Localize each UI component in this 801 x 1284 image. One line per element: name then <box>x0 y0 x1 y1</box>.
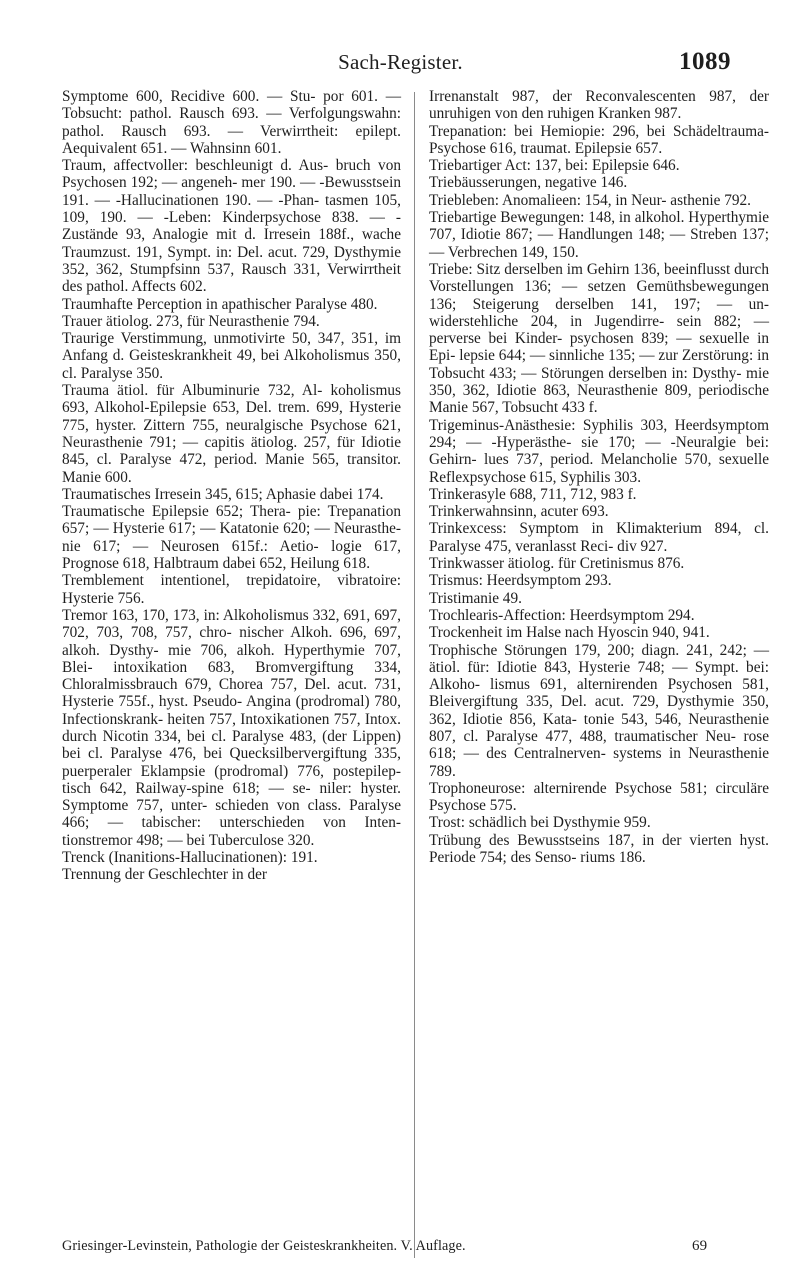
index-entry: Trennung der Geschlechter in der <box>62 866 268 884</box>
index-entry: Triebe: Sitz derselben im Gehirn 136, beeinflusst durch Vorstellungen 136; — setzen Gemüthsbewegungen 136; Steigerung derselben 141, 197; — un- widerstehliche 204, in Jugendirre- sein 882; — perverse bei Kinder- psychosen 839; — sexuelle in Epi- lepsie 644; — sinnliche 135; — zur Zerstörung: in Tobsucht 433; — Störungen derselben in: Dysthy- mie 350, 362, Idiotie 863, Neurasthenie 809, periodische Manie 567, Tobsucht 433 f. <box>429 260 769 417</box>
index-entry: Trinkwasser ätiolog. für Cretinismus 876. <box>429 555 685 573</box>
index-entry: Trenck (Inanitions-Hallucinationen): 191. <box>62 849 318 867</box>
index-entry: Trinkexcess: Symptom in Klimakterium 894, cl. Paralyse 475, veranlasst Reci- div 927. <box>429 520 769 555</box>
index-entry: Trinkerasyle 688, 711, 712, 983 f. <box>429 485 637 503</box>
index-entry: Trochlearis-Affection: Heerdsymptom 294. <box>429 606 695 624</box>
index-entry: Traumatisches Irresein 345, 615; Aphasie dabei 174. <box>62 485 384 503</box>
index-entry: Trost: schädlich bei Dysthymie 959. <box>429 814 651 832</box>
page-number: 1089 <box>679 48 731 75</box>
index-entry: Traum, affectvoller: beschleunigt d. Aus- bruch von Psychosen 192; — angeneh- mer 190. — -Bewusstsein 191. — -Hallucinationen 190. — -Phan- tasmen 105, 109, 190. — -Leben: Kinderpsychose 838. — -Zustände 93, Analogie mit d. Irresein 188f., wache Traumzust. 191, Sympt. in: Del. acut. 729, Dysthymie 352, 362, Stumpfsinn 537, Rausch 331, Verwirrtheit des pathol. Affects 602. <box>62 157 401 296</box>
index-entry: Traumhafte Perception in apathischer Paralyse 480. <box>62 295 378 313</box>
column-divider <box>414 92 415 1258</box>
right-column <box>429 88 769 866</box>
index-entry: Trophoneurose: alternirende Psychose 581; circuläre Psychose 575. <box>429 779 769 815</box>
index-entry: Trepanation: bei Hemiopie: 296, bei Schädeltrauma-Psychose 616, traumat. Epilepsie 657. <box>429 122 769 157</box>
index-entry: Trockenheit im Halse nach Hyoscin 940, 941. <box>429 624 710 642</box>
index-entry: Triebäusserungen, negative 146. <box>429 174 628 192</box>
running-title: Sach-Register. <box>338 50 463 74</box>
page-header <box>0 48 801 78</box>
index-entry: Irrenanstalt 987, der Reconvalescenten 987, der unruhigen von den ruhigen Kranken 987. <box>429 88 769 123</box>
footer-citation: Griesinger-Levinstein, Pathologie der Geisteskrankheiten. V. Auflage. <box>62 1238 466 1254</box>
signature-mark: 69 <box>692 1238 708 1254</box>
index-entry: Trophische Störungen 179, 200; diagn. 241, 242; — ätiol. für: Idiotie 843, Hysterie 748; — Sympt. bei: Alkoho- lismus 691, alternirenden Psychosen 581, Bleivergiftung 335, Del. acut. 729, Dysthymie 350, 362, Idiotie 856, Kata- tonie 543, 546, Neurasthenie 807, cl. Paralyse 477, 488, traumatischer Neu- rose 618; — des Centralnerven- systems in Neurasthenie 789. <box>429 641 769 780</box>
index-entry: Triebartige Bewegungen: 148, in alkohol. Hyperthymie 707, Idiotie 867; — Handlungen 148; — Streben 137; — Verbrechen 149, 150. <box>429 209 769 261</box>
index-entry: Traurige Verstimmung, unmotivirte 50, 347, 351, im Anfang d. Geisteskrankheit 49, bei Alkoholismus 350, cl. Paralyse 350. <box>62 330 401 382</box>
index-entry: Symptome 600, Recidive 600. — Stu- por 601. — Tobsucht: pathol. Rausch 693. — Verfolgungswahn: pathol. Rausch 693. — Verwirrtheit: epilept. Aequivalent 651. — Wahnsinn 601. <box>62 88 401 157</box>
index-entry: Trismus: Heerdsymptom 293. <box>429 572 612 590</box>
index-entry: Trauma ätiol. für Albuminurie 732, Al- koholismus 693, Alkohol-Epilepsie 653, Del. trem. 699, Hysterie 775, hyster. Zittern 755, neuralgische Psychose 621, Neurasthenie 791; — capitis ätiolog. 257, für Idiotie 845, cl. Paralyse 472, period. Manie 565, transitor. Manie 600. <box>62 382 401 486</box>
index-entry: Tristimanie 49. <box>429 589 522 607</box>
index-entry: Trigeminus-Anästhesie: Syphilis 303, Heerdsymptom 294; — -Hyperästhe- sie 170; — -Neuralgie bei: Gehirn- lues 737, period. Melancholie 570, sexuelle Reflexpsychose 615, Syphilis 303. <box>429 416 769 486</box>
index-entry: Trinkerwahnsinn, acuter 693. <box>429 503 609 521</box>
index-entry: Traumatische Epilepsie 652; Thera- pie: Trepanation 657; — Hysterie 617; — Katatonie 620; — Neurasthe- nie 617; — Neurosen 615f.: Aetio- logie 617, Prognose 618, Halbtraum dabei 652, Heilung 618. <box>62 503 401 573</box>
left-column <box>62 88 401 884</box>
index-entry: Trübung des Bewusstseins 187, in der vierten hyst. Periode 754; des Senso- riums 186. <box>429 831 769 867</box>
index-entry: Tremblement intentionel, trepidatoire, vibratoire: Hysterie 756. <box>62 572 401 607</box>
index-entry: Triebartiger Act: 137, bei: Epilepsie 646. <box>429 157 680 175</box>
index-entry: Triebleben: Anomalieen: 154, in Neur- asthenie 792. <box>429 191 751 209</box>
index-entry: Trauer ätiolog. 273, für Neurasthenie 794. <box>62 312 320 330</box>
index-entry: Tremor 163, 170, 173, in: Alkoholismus 332, 691, 697, 702, 703, 708, 757, chro- nischer Alkoh. 696, 697, alkoh. Dysthy- mie 706, alkoh. Hyperthymie 707, Blei- intoxikation 683, Bromvergiftung 334, Chloralmissbrauch 679, Chorea 757, Del. acut. 731, Hysterie 755f., hyst. Pseudo- Angina (prodromal) 780, Infectionskrank- heiten 757, Intoxikationen 757, Intox. durch Nicotin 334, bei cl. Paralyse 483, (der Lippen) bei cl. Paralyse 476, bei Quecksilbervergiftung 335, puerperaler Eklampsie (prodromal) 776, postepilep- tisch 642, Railway-spine 618; — se- niler: hyster. Symptome 757, unter- schieden von class. Paralyse 466; — tabischer: unterschieden von Inten- tionstremor 498; — bei Tuberculose 320. <box>62 606 401 849</box>
page-footer <box>62 1238 762 1255</box>
